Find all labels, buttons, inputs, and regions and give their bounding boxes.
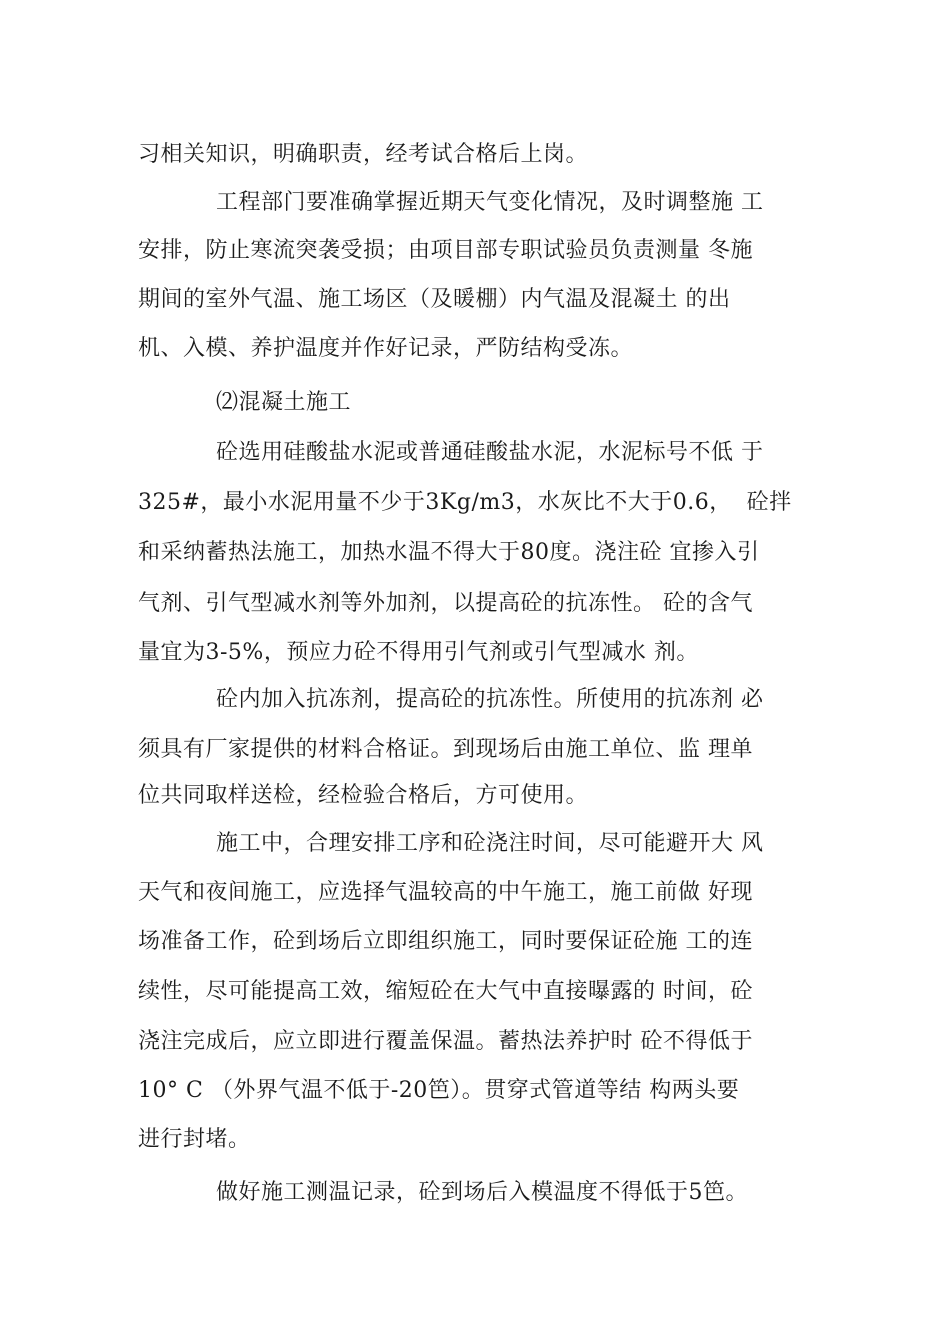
text-line: 安排，防止寒流突袭受损；由项目部专职试验员负责测量 冬施 xyxy=(138,238,753,263)
text-line: 浇注完成后，应立即进行覆盖保温。蓄热法养护时 砼不得低于 xyxy=(138,1029,753,1054)
text-line: 进行封堵。 xyxy=(138,1127,251,1152)
paragraph-start: 施工中，合理安排工序和砼浇注时间，尽可能避开大 风 xyxy=(216,831,764,856)
text-line: 机、入模、养护温度并作好记录，严防结构受冻。 xyxy=(138,336,634,361)
text-line: 位共同取样送检，经检验合格后，方可使用。 xyxy=(138,783,589,808)
paragraph-start: 砼选用硅酸盐水泥或普通硅酸盐水泥，水泥标号不低 于 xyxy=(216,440,764,465)
text-line: 场准备工作，砼到场后立即组织施工，同时要保证砼施 工的连 xyxy=(138,929,753,954)
text-line: 325#，最小水泥用量不少于3Kg/m3，水灰比不大于0.6， 砼拌 xyxy=(138,490,792,515)
text-line: 续性，尽可能提高工效，缩短砼在大气中直接曝露的 时间，砼 xyxy=(138,979,753,1004)
text-line: 须具有厂家提供的材料合格证。到现场后由施工单位、监 理单 xyxy=(138,737,753,762)
text-line: 量宜为3-5%，预应力砼不得用引气剂或引气型减水 剂。 xyxy=(138,640,699,665)
text-line: 和采纳蓄热法施工，加热水温不得大于80度。浇注砼 宜掺入引 xyxy=(138,540,760,565)
paragraph-start: 砼内加入抗冻剂，提高砼的抗冻性。所使用的抗冻剂 必 xyxy=(216,687,764,712)
section-heading: ⑵混凝土施工 xyxy=(216,390,352,415)
text-line: 天气和夜间施工，应选择气温较高的中午施工，施工前做 好现 xyxy=(138,880,753,905)
paragraph-start: 工程部门要准确掌握近期天气变化情况，及时调整施 工 xyxy=(216,190,764,215)
text-line: 习相关知识，明确职责，经考试合格后上岗。 xyxy=(138,142,589,167)
text-line: 10° C （外界气温不低于-20笆）。贯穿式管道等结 构两头要 xyxy=(138,1078,740,1103)
paragraph-start: 做好施工测温记录，砼到场后入模温度不得低于5笆。 xyxy=(216,1180,748,1205)
text-line: 期间的室外气温、施工场区（及暖棚）内气温及混凝土 的出 xyxy=(138,287,731,312)
text-line: 气剂、引气型减水剂等外加剂，以提高砼的抗冻性。 砼的含气 xyxy=(138,591,753,616)
